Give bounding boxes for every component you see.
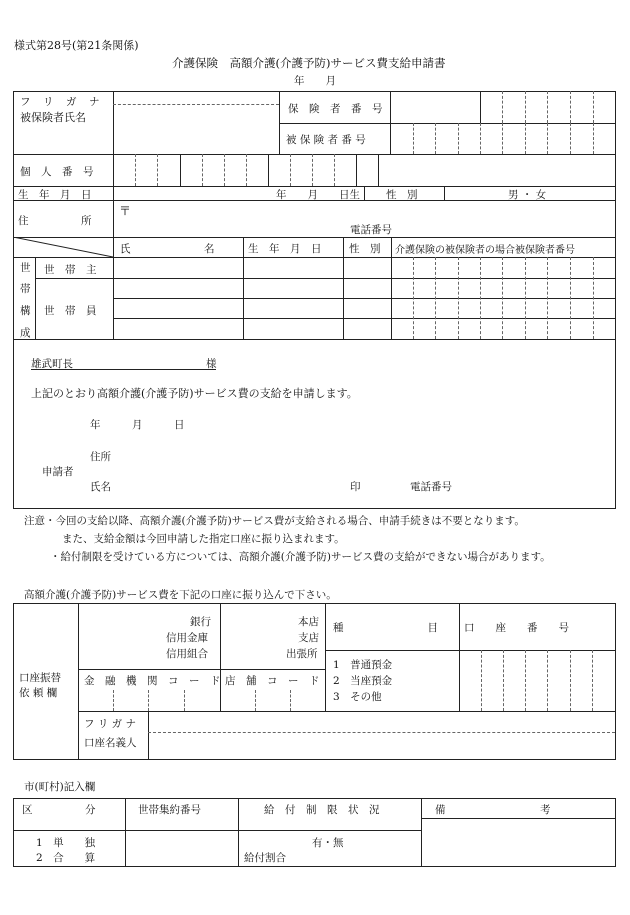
city-col-category: 区 分 — [22, 804, 96, 816]
household-side-4: 成 — [20, 327, 31, 339]
mayor-label: 雄武町長 — [31, 358, 73, 370]
form-title: 介護保険 高額介護(介護予防)サービス費支給申請書 — [172, 56, 446, 70]
insured-number-label: 被 保 険 者 番 号 — [286, 134, 366, 146]
branch-code-label: 店 舗 コ ー ド — [225, 675, 320, 687]
account-type-2: 2 当座預金 — [333, 675, 393, 687]
household-head-label: 世 帯 主 — [44, 264, 97, 276]
branch-type-2: 支店 — [298, 632, 319, 644]
bank-code-label: 金 融 機 関 コ ー ド — [84, 675, 221, 687]
applicant-label: 申請者 — [42, 466, 74, 478]
household-col-name: 氏 名 — [120, 243, 215, 255]
bank-type-3: 信用組合 — [166, 648, 208, 660]
bank-type-1: 銀行 — [190, 616, 211, 628]
personal-number-label: 個 人 番 号 — [20, 166, 94, 178]
household-side-1: 世 — [20, 262, 31, 274]
header-date: 年 月 — [294, 75, 336, 87]
bank-type-2: 信用金庫 — [166, 632, 208, 644]
honorific: 様 — [206, 358, 217, 370]
household-member-label: 世 帯 員 — [44, 305, 97, 317]
city-category-1: 1 単 独 — [36, 837, 96, 849]
household-col-insured-no: 介護保険の被保険者の場合被保険者番号 — [395, 245, 575, 256]
birth-date-value: 年 月 日生 — [276, 189, 360, 201]
address-phone-label: 電話番号 — [350, 224, 392, 236]
bank-furigana-label: フ リ ガ ナ — [84, 718, 137, 730]
form-number: 様式第28号(第21条関係) — [14, 39, 139, 52]
household-side-3: 構 — [20, 305, 31, 317]
request-phone-label: 電話番号 — [410, 481, 452, 493]
request-statement: 上記のとおり高額介護(介護予防)サービス費の支給を申請します。 — [31, 387, 358, 400]
request-address-label: 住所 — [90, 451, 111, 463]
furigana-label: フ リ ガ ナ — [20, 96, 101, 108]
insurer-number-label: 保 険 者 番 号 — [288, 103, 383, 115]
city-benefit-ratio: 給付割合 — [244, 852, 286, 864]
account-type-header: 種 目 — [333, 622, 438, 634]
account-type-3: 3 その他 — [333, 691, 382, 703]
note-2: また、支給金額は今回申請した指定口座に振り込まれます。 — [62, 533, 345, 545]
address-label: 住 所 — [18, 215, 92, 227]
city-col-household-no: 世帯集約番号 — [138, 804, 201, 816]
postal-mark: 〒 — [119, 204, 132, 218]
request-name-label: 氏名 — [90, 481, 111, 493]
city-category-2: 2 合 算 — [36, 852, 96, 864]
insured-name-label: 被保険者氏名 — [20, 111, 86, 124]
bank-side-label-2: 依 頼 欄 — [19, 687, 58, 699]
bank-intro: 高額介護(介護予防)サービス費を下記の口座に振り込んで下さい。 — [24, 589, 337, 601]
birth-date-label: 生 年 月 日 — [18, 189, 92, 201]
city-section-title: 市(町村)記入欄 — [24, 781, 96, 793]
diagonal-divider — [13, 237, 114, 258]
mayor-underline — [31, 356, 216, 370]
seal-mark: 印 — [350, 481, 361, 493]
sex-options: 男 ・ 女 — [508, 189, 547, 201]
household-col-sex: 性 別 — [349, 243, 381, 255]
note-3: ・給付制限を受けている方については、高額介護(介護予防)サービス費の支給ができない場合があります。 — [50, 551, 551, 563]
household-col-birth: 生 年 月 日 — [248, 243, 322, 255]
city-col-restriction: 給 付 制 限 状 況 — [264, 804, 380, 816]
bank-side-label-1: 口座振替 — [19, 672, 61, 684]
note-1: 注意・今回の支給以降、高額介護(介護予防)サービス費が支給される場合、申請手続きは不要となります。 — [24, 515, 525, 527]
branch-type-3: 出張所 — [286, 648, 318, 660]
sex-label: 性 別 — [386, 189, 418, 201]
request-date: 年 月 日 — [90, 419, 185, 431]
city-col-remarks: 備 考 — [435, 804, 551, 816]
account-type-1: 1 普通預金 — [333, 659, 393, 671]
household-side-2: 帯 — [20, 283, 31, 295]
account-holder-label: 口座名義人 — [84, 737, 137, 749]
city-yes-no: 有・無 — [312, 837, 344, 849]
branch-type-1: 本店 — [298, 616, 319, 628]
account-number-header: 口 座 番 号 — [464, 622, 569, 634]
